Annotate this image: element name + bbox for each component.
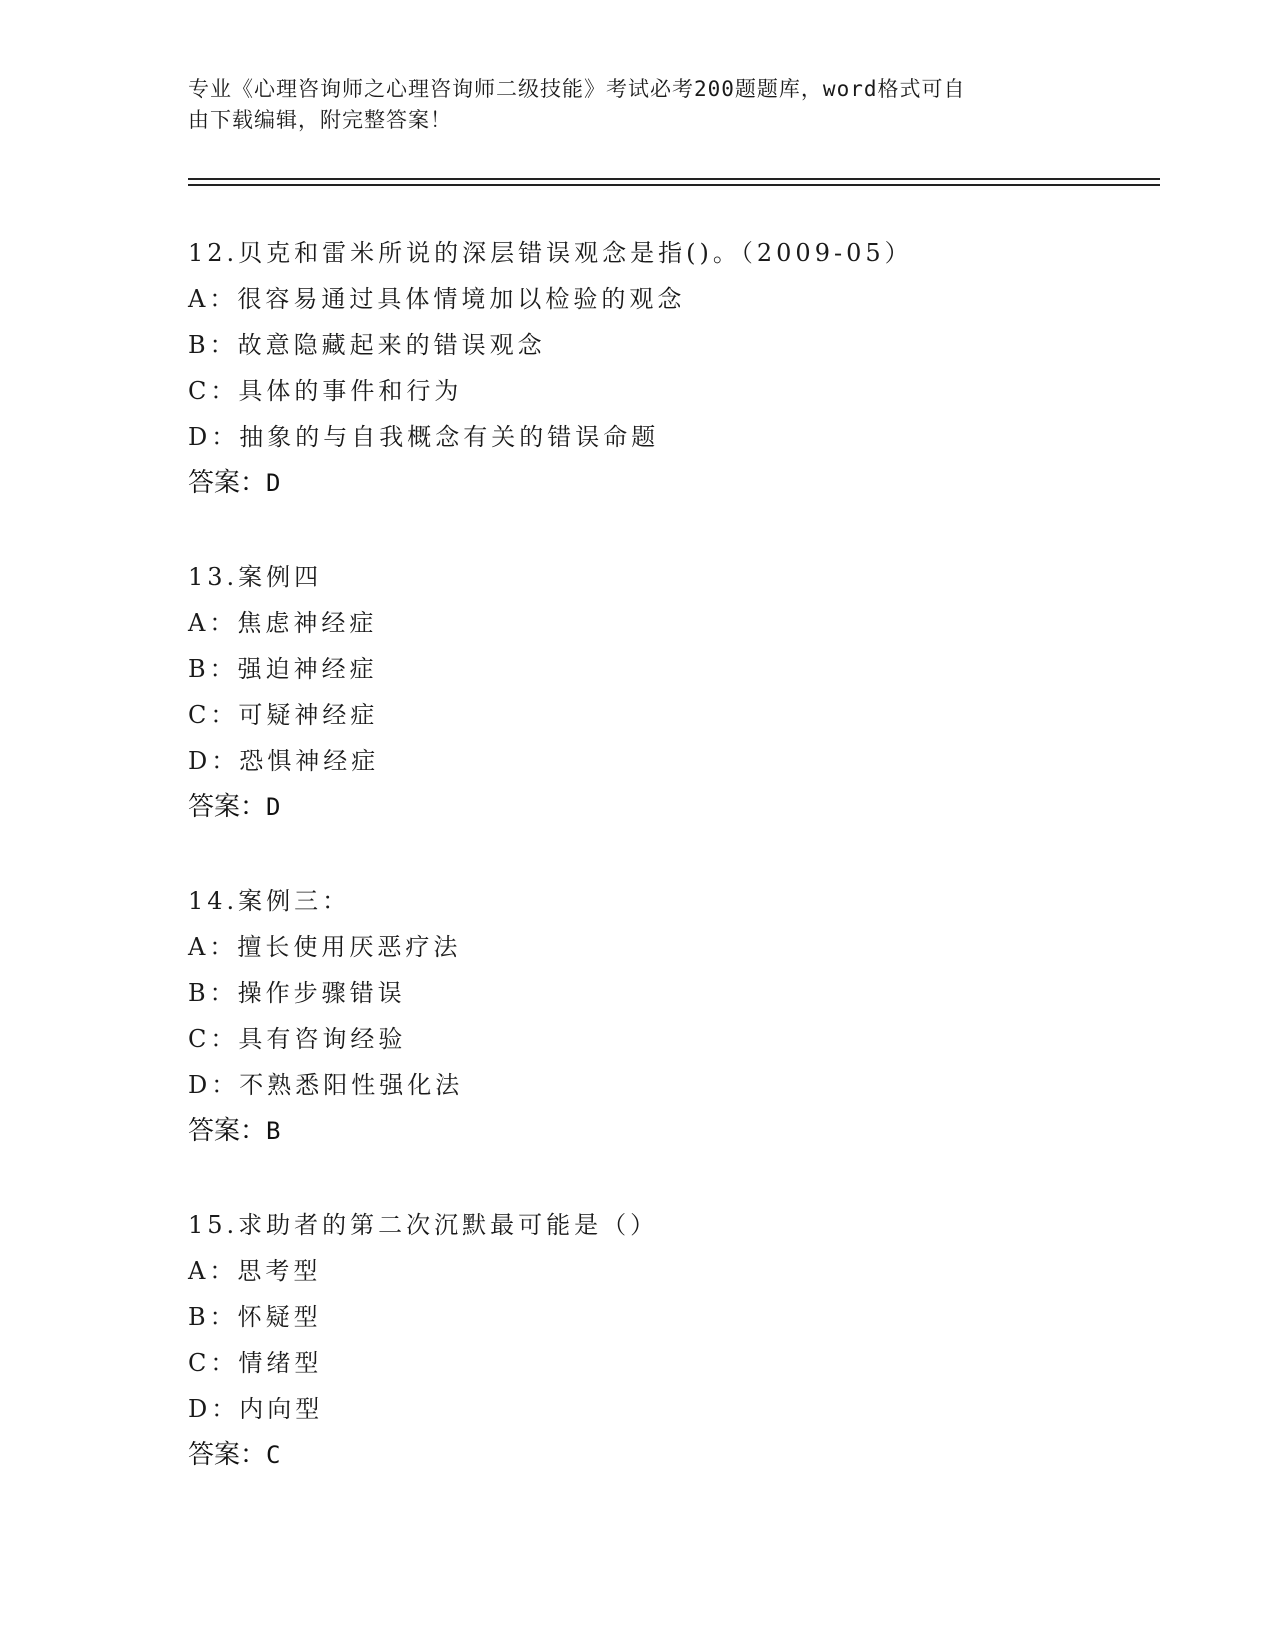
- option-d: D：恐惧神经症: [188, 747, 380, 775]
- question-14: [188, 878, 1148, 1154]
- answer-line: [188, 460, 1148, 506]
- question-title: 15.求助者的第二次沉默最可能是（）: [188, 1211, 659, 1239]
- option-a: A：思考型: [188, 1257, 322, 1285]
- answer-label: 答案：: [188, 792, 267, 822]
- header-divider-bottom: [188, 184, 1160, 186]
- question-title: 13.案例四: [188, 563, 323, 591]
- question-title: 14.案例三：: [188, 887, 351, 915]
- answer-line: [188, 1432, 1148, 1478]
- answer-value: B: [266, 1117, 281, 1145]
- answer-value: D: [266, 469, 281, 497]
- answer-line: [188, 1108, 1148, 1154]
- question-list: [188, 230, 1148, 1526]
- question-13: [188, 554, 1148, 830]
- option-b: B：操作步骤错误: [188, 979, 406, 1007]
- option-c: C：可疑神经症: [188, 701, 379, 729]
- answer-label: 答案：: [188, 468, 267, 498]
- option-a: A：很容易通过具体情境加以检验的观念: [188, 285, 686, 313]
- question-title: 12.贝克和雷米所说的深层错误观念是指()。（2009-05）: [188, 239, 913, 267]
- answer-value: C: [266, 1441, 281, 1469]
- document-header: [188, 74, 1068, 136]
- answer-value: D: [266, 793, 281, 821]
- header-line-2: 由下载编辑，附完整答案！: [188, 108, 452, 132]
- option-d: D：抽象的与自我概念有关的错误命题: [188, 423, 660, 451]
- option-b: B：故意隐藏起来的错误观念: [188, 331, 546, 359]
- header-divider-top: [188, 178, 1160, 180]
- option-c: C：具有咨询经验: [188, 1025, 407, 1053]
- option-b: B：强迫神经症: [188, 655, 378, 683]
- answer-label: 答案：: [188, 1440, 267, 1470]
- answer-line: [188, 784, 1148, 830]
- option-a: A：擅长使用厌恶疗法: [188, 933, 462, 961]
- answer-label: 答案：: [188, 1116, 267, 1146]
- option-d: D：内向型: [188, 1395, 324, 1423]
- option-a: A：焦虑神经症: [188, 609, 378, 637]
- question-15: [188, 1202, 1148, 1478]
- option-c: C：具体的事件和行为: [188, 377, 463, 405]
- option-d: D：不熟悉阳性强化法: [188, 1071, 464, 1099]
- option-c: C：情绪型: [188, 1349, 323, 1377]
- header-line-1: 专业《心理咨询师之心理咨询师二级技能》考试必考200题题库，word格式可自: [188, 77, 966, 101]
- option-b: B：怀疑型: [188, 1303, 322, 1331]
- question-12: [188, 230, 1148, 506]
